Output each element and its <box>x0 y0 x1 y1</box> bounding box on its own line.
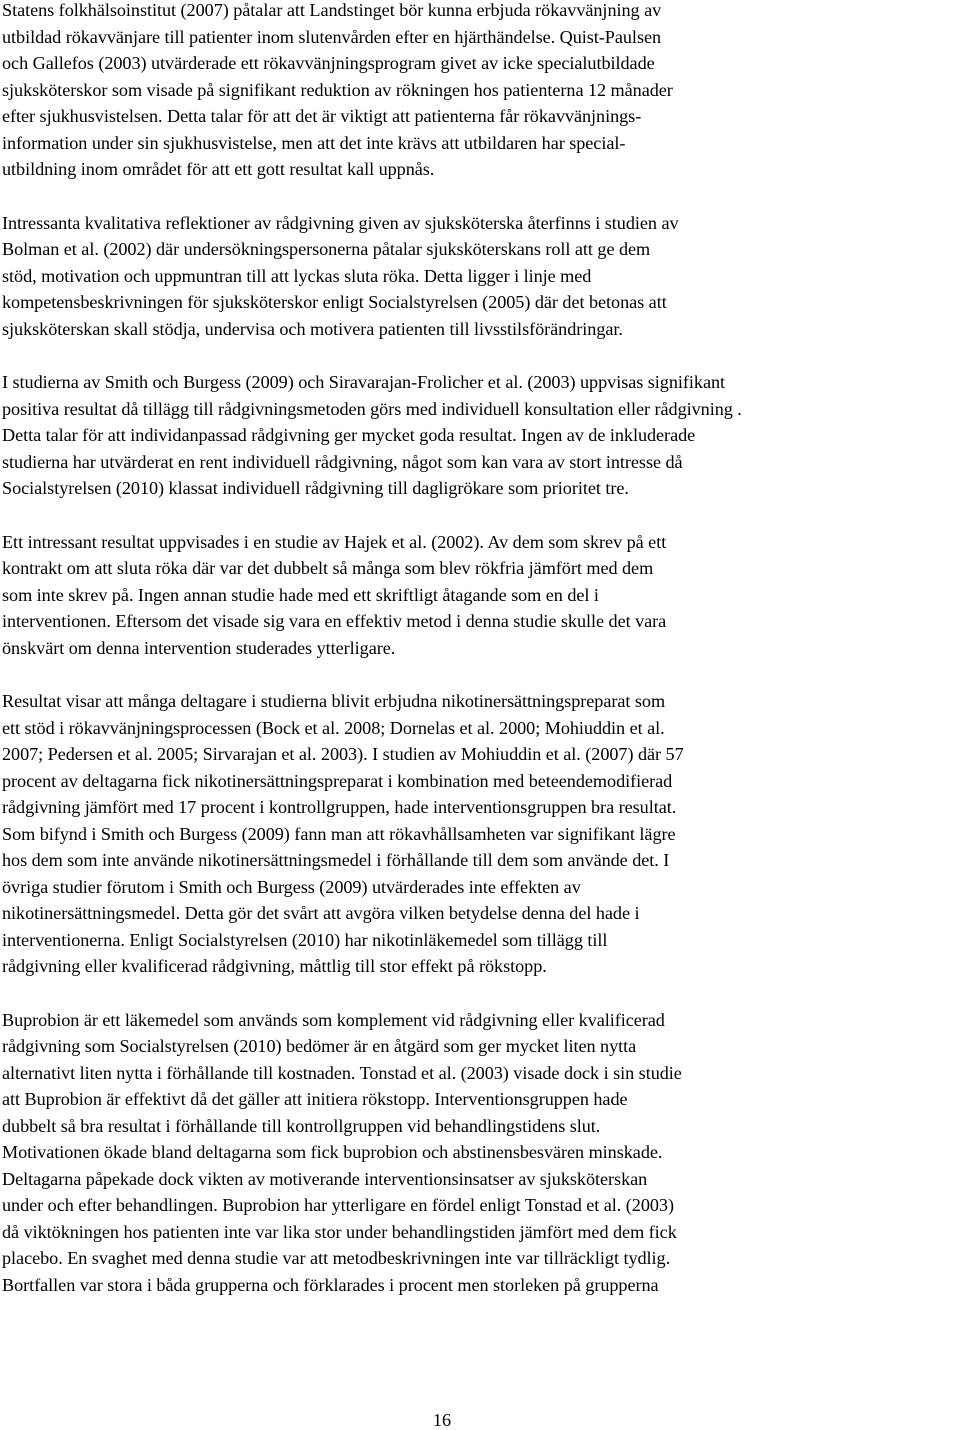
text-line: Statens folkhälsoinstitut (2007) påtalar att Landstinget bör kunna erbjuda rökavvänjning av <box>2 0 662 20</box>
text-line: under och efter behandlingen. Buprobion har ytterligare en fördel enligt Tonstad et al. (2003) <box>2 1195 674 1215</box>
text-line: som inte skrev på. Ingen annan studie hade med ett skriftligt åtagande som en del i <box>2 584 599 605</box>
text-line: sjuksköterskor som visade på signifikant reduktion av rökningen hos patienterna 12 månader <box>2 79 673 100</box>
text-line: Motivationen ökade bland deltagarna som fick buprobion och abstinensbesvären minskade. <box>2 1142 663 1162</box>
text-line: rådgivning som Socialstyrelsen (2010) bedömer är en åtgärd som ger mycket liten nytta <box>2 1036 637 1056</box>
text-line: nikotinersättningsmedel. Detta gör det svårt att avgöra vilken betydelse denna del hade i <box>2 903 640 923</box>
paragraph-5 <box>2 688 960 980</box>
text-line: och Gallefos (2003) utvärderade ett rökavvänjningsprogram givet av icke specialutbildade <box>2 53 655 73</box>
text-line: studierna har utvärderat en rent individuell rådgivning, något som kan vara av stort intresse då <box>2 451 683 472</box>
text-line: utbildad rökavvänjare till patienter inom slutenvården efter en hjärthändelse. Quist-Paulsen <box>2 26 662 47</box>
text-line: utbildning inom området för att ett gott resultat kall uppnås. <box>2 159 435 179</box>
text-line: Intressanta kvalitativa reflektioner av rådgivning given av sjuksköterska återfinns i studien av <box>2 212 679 233</box>
text-line: kompetensbeskrivningen för sjuksköterskor enligt Socialstyrelsen (2005) där det betonas att <box>2 292 667 312</box>
text-line: information under sin sjukhusvistelse, men att det inte krävs att utbildaren har special- <box>2 132 626 153</box>
text-line: 2007; Pedersen et al. 2005; Sirvarajan et al. 2003). I studien av Mohiuddin et al. (2007) där 57 <box>2 744 684 764</box>
text-line: rådgivning eller kvalificerad rådgivning, måttlig till stor effekt på rökstopp. <box>2 956 547 976</box>
text-line: att Buprobion är effektivt då det gäller att initiera rökstopp. Interventionsgruppen hade <box>2 1089 628 1109</box>
text-line: Deltagarna påpekade dock vikten av motiverande interventionsinsatser av sjuksköterskan <box>2 1168 648 1189</box>
text-line: efter sjukhusvistelsen. Detta talar för att det är viktigt att patienterna får rökavvänjnings- <box>2 106 642 126</box>
text-line: Som bifynd i Smith och Burgess (2009) fann man att rökavhållsamheten var signifikant lägre <box>2 823 676 844</box>
text-line: Bortfallen var stora i båda grupperna och förklarades i procent men storleken på grupperna <box>2 1274 659 1295</box>
text-line: övriga studier förutom i Smith och Burgess (2009) utvärderades inte effekten av <box>2 876 581 897</box>
text-line: interventionerna. Enligt Socialstyrelsen (2010) har nikotinläkemedel som tillägg till <box>2 929 608 950</box>
text-line: alternativt liten nytta i förhållande till kostnaden. Tonstad et al. (2003) visade dock i sin studie <box>2 1062 682 1083</box>
text-line: ett stöd i rökavvänjningsprocessen (Bock et al. 2008; Dornelas et al. 2000; Mohiuddin et al. <box>2 717 665 738</box>
body-text <box>2 0 960 1325</box>
text-line: I studierna av Smith och Burgess (2009) och Siravarajan-Frolicher et al. (2003) uppvisas signifikant <box>2 372 726 392</box>
page-number: 16 <box>432 1410 452 1430</box>
text-line: sjuksköterskan skall stödja, undervisa och motivera patienten till livsstilsförändringar. <box>2 318 623 339</box>
text-line: hos dem som inte använde nikotinersättningsmedel i förhållande till dem som använde det. I <box>2 850 670 870</box>
text-line: dubbelt så bra resultat i förhållande till kontrollgruppen vid behandlingstidens slut. <box>2 1115 601 1136</box>
text-line: procent av deltagarna fick nikotinersättningspreparat i kombination med beteendemodifierad <box>2 770 673 791</box>
paragraph-2 <box>2 210 960 343</box>
text-line: interventionen. Eftersom det visade sig vara en effektiv metod i denna studie skulle det vara <box>2 611 667 631</box>
text-line: Socialstyrelsen (2010) klassat individuell rådgivning till dagligrökare som prioritet tre. <box>2 478 629 498</box>
paragraph-4 <box>2 529 960 662</box>
text-line: Resultat visar att många deltagare i studierna blivit erbjudna nikotinersättningspreparat som <box>2 691 666 711</box>
text-line: kontrakt om att sluta röka där var det dubbelt så många som blev rökfria jämfört med dem <box>2 558 654 578</box>
text-line: rådgivning jämfört med 17 procent i kontrollgruppen, hade interventionsgruppen bra resultat. <box>2 797 677 817</box>
text-line: Buprobion är ett läkemedel som används som komplement vid rådgivning eller kvalificerad <box>2 1009 665 1030</box>
text-line: önskvärt om denna intervention studerades ytterligare. <box>2 637 396 658</box>
text-line: positiva resultat då tillägg till rådgivningsmetoden görs med individuell konsultation eller rådgivning . <box>2 398 742 419</box>
text-line: Ett intressant resultat uppvisades i en studie av Hajek et al. (2002). Av dem som skrev på ett <box>2 531 667 552</box>
text-line: då viktökningen hos patienten inte var lika stor under behandlingstiden jämfört med dem fick <box>2 1221 677 1242</box>
text-line: Bolman et al. (2002) där undersökningspersonerna påtalar sjuksköterskans roll att ge dem <box>2 239 651 259</box>
text-line: stöd, motivation och uppmuntran till att lyckas sluta röka. Detta ligger i linje med <box>2 265 592 286</box>
paragraph-6 <box>2 1007 960 1299</box>
paragraph-1 <box>2 0 960 183</box>
text-line: placebo. En svaghet med denna studie var att metodbeskrivningen inte var tillräckligt tydlig. <box>2 1248 671 1268</box>
text-line: Detta talar för att individanpassad rådgivning ger mycket goda resultat. Ingen av de inkluderade <box>2 425 696 445</box>
paragraph-3 <box>2 369 960 502</box>
